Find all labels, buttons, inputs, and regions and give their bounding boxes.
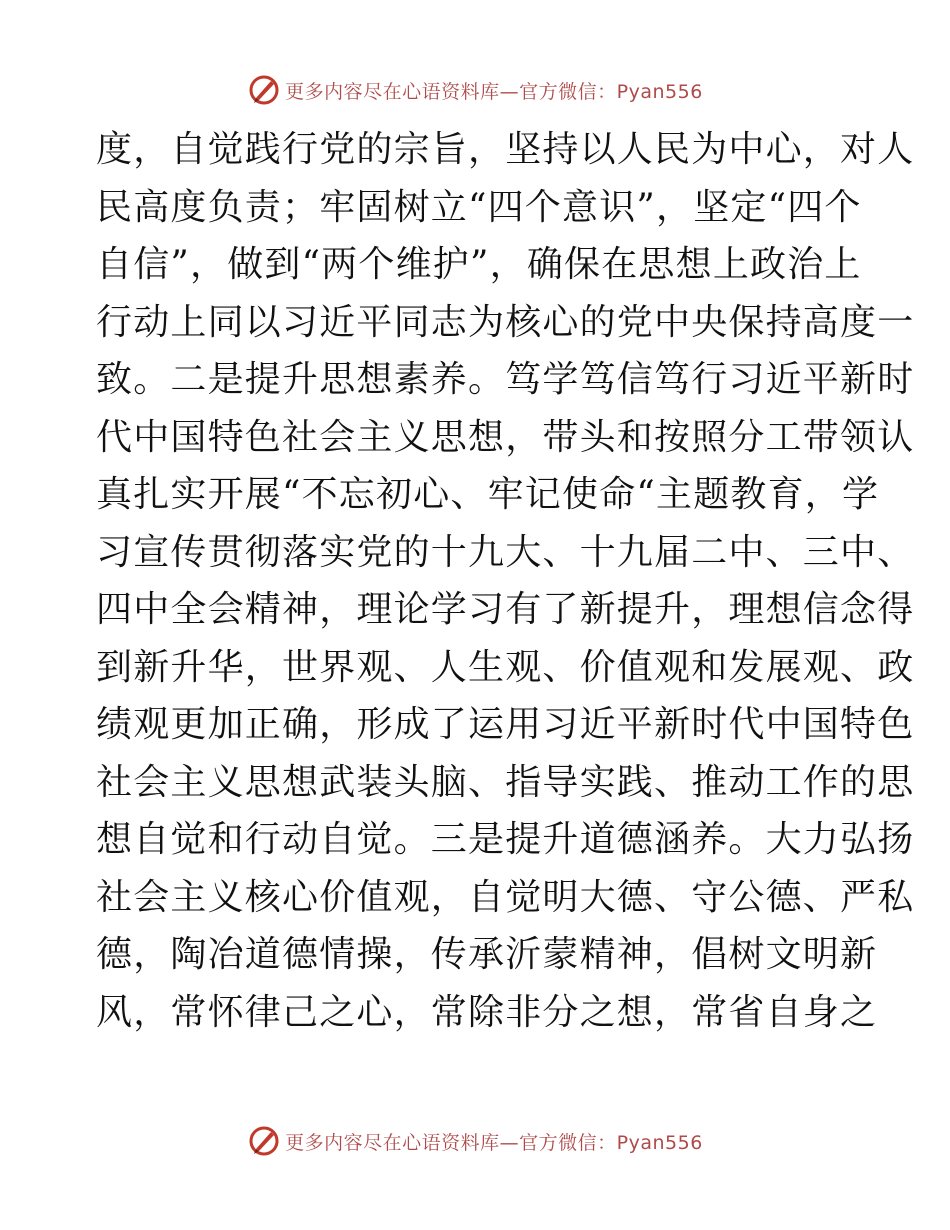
text-line: 风，常怀律己之心，常除非分之想，常省自身之 (96, 991, 878, 1033)
text-line: 行动上同以习近平同志为核心的党中央保持高度一 (96, 301, 915, 343)
text-line: 社会主义核心价值观，自觉明大德、守公德、严私 (96, 876, 915, 918)
text-line: 民高度负责；牢固树立“四个意识”，坚定“四个 (96, 186, 862, 228)
text-line: 度，自觉践行党的宗旨，坚持以人民为中心，对人 (96, 129, 915, 170)
text-line: 真扎实开展“不忘初心、牢记使命“主题教育，学 (96, 474, 880, 515)
text-line: 到新升华，世界观、人生观、价值观和发展观、政 (96, 646, 915, 688)
text-line: 习宣传贯彻落实党的十九大、十九届二中、三中、 (96, 531, 915, 573)
text-line: 致。二是提升思想素养。笃学笃信笃行习近平新时 (96, 359, 915, 400)
text-line: 代中国特色社会主义思想，带头和按照分工带领认 (96, 416, 915, 458)
document-body (96, 121, 915, 1041)
pen-quill-logo-icon (247, 73, 281, 107)
text-line: 社会主义思想武装头脑、指导实践、推动工作的思 (96, 761, 915, 803)
text-line: 绩观更加正确，形成了运用习近平新时代中国特色 (96, 704, 915, 745)
text-line: 自信”，做到“两个维护”，确保在思想上政治上 (96, 244, 862, 285)
footer-banner (0, 1121, 950, 1161)
footer-banner-text: 更多内容尽在心语资料库—官方微信：Pyan556 (285, 1131, 703, 1154)
pen-quill-logo-icon (247, 1124, 281, 1158)
text-line: 德，陶冶道德情操，传承沂蒙精神，倡树文明新 (96, 934, 878, 975)
header-banner (0, 70, 950, 110)
text-line: 想自觉和行动自觉。三是提升道德涵养。大力弘扬 (96, 819, 915, 860)
header-banner-text: 更多内容尽在心语资料库—官方微信：Pyan556 (285, 80, 703, 103)
text-line: 四中全会精神，理论学习有了新提升，理想信念得 (96, 589, 915, 630)
